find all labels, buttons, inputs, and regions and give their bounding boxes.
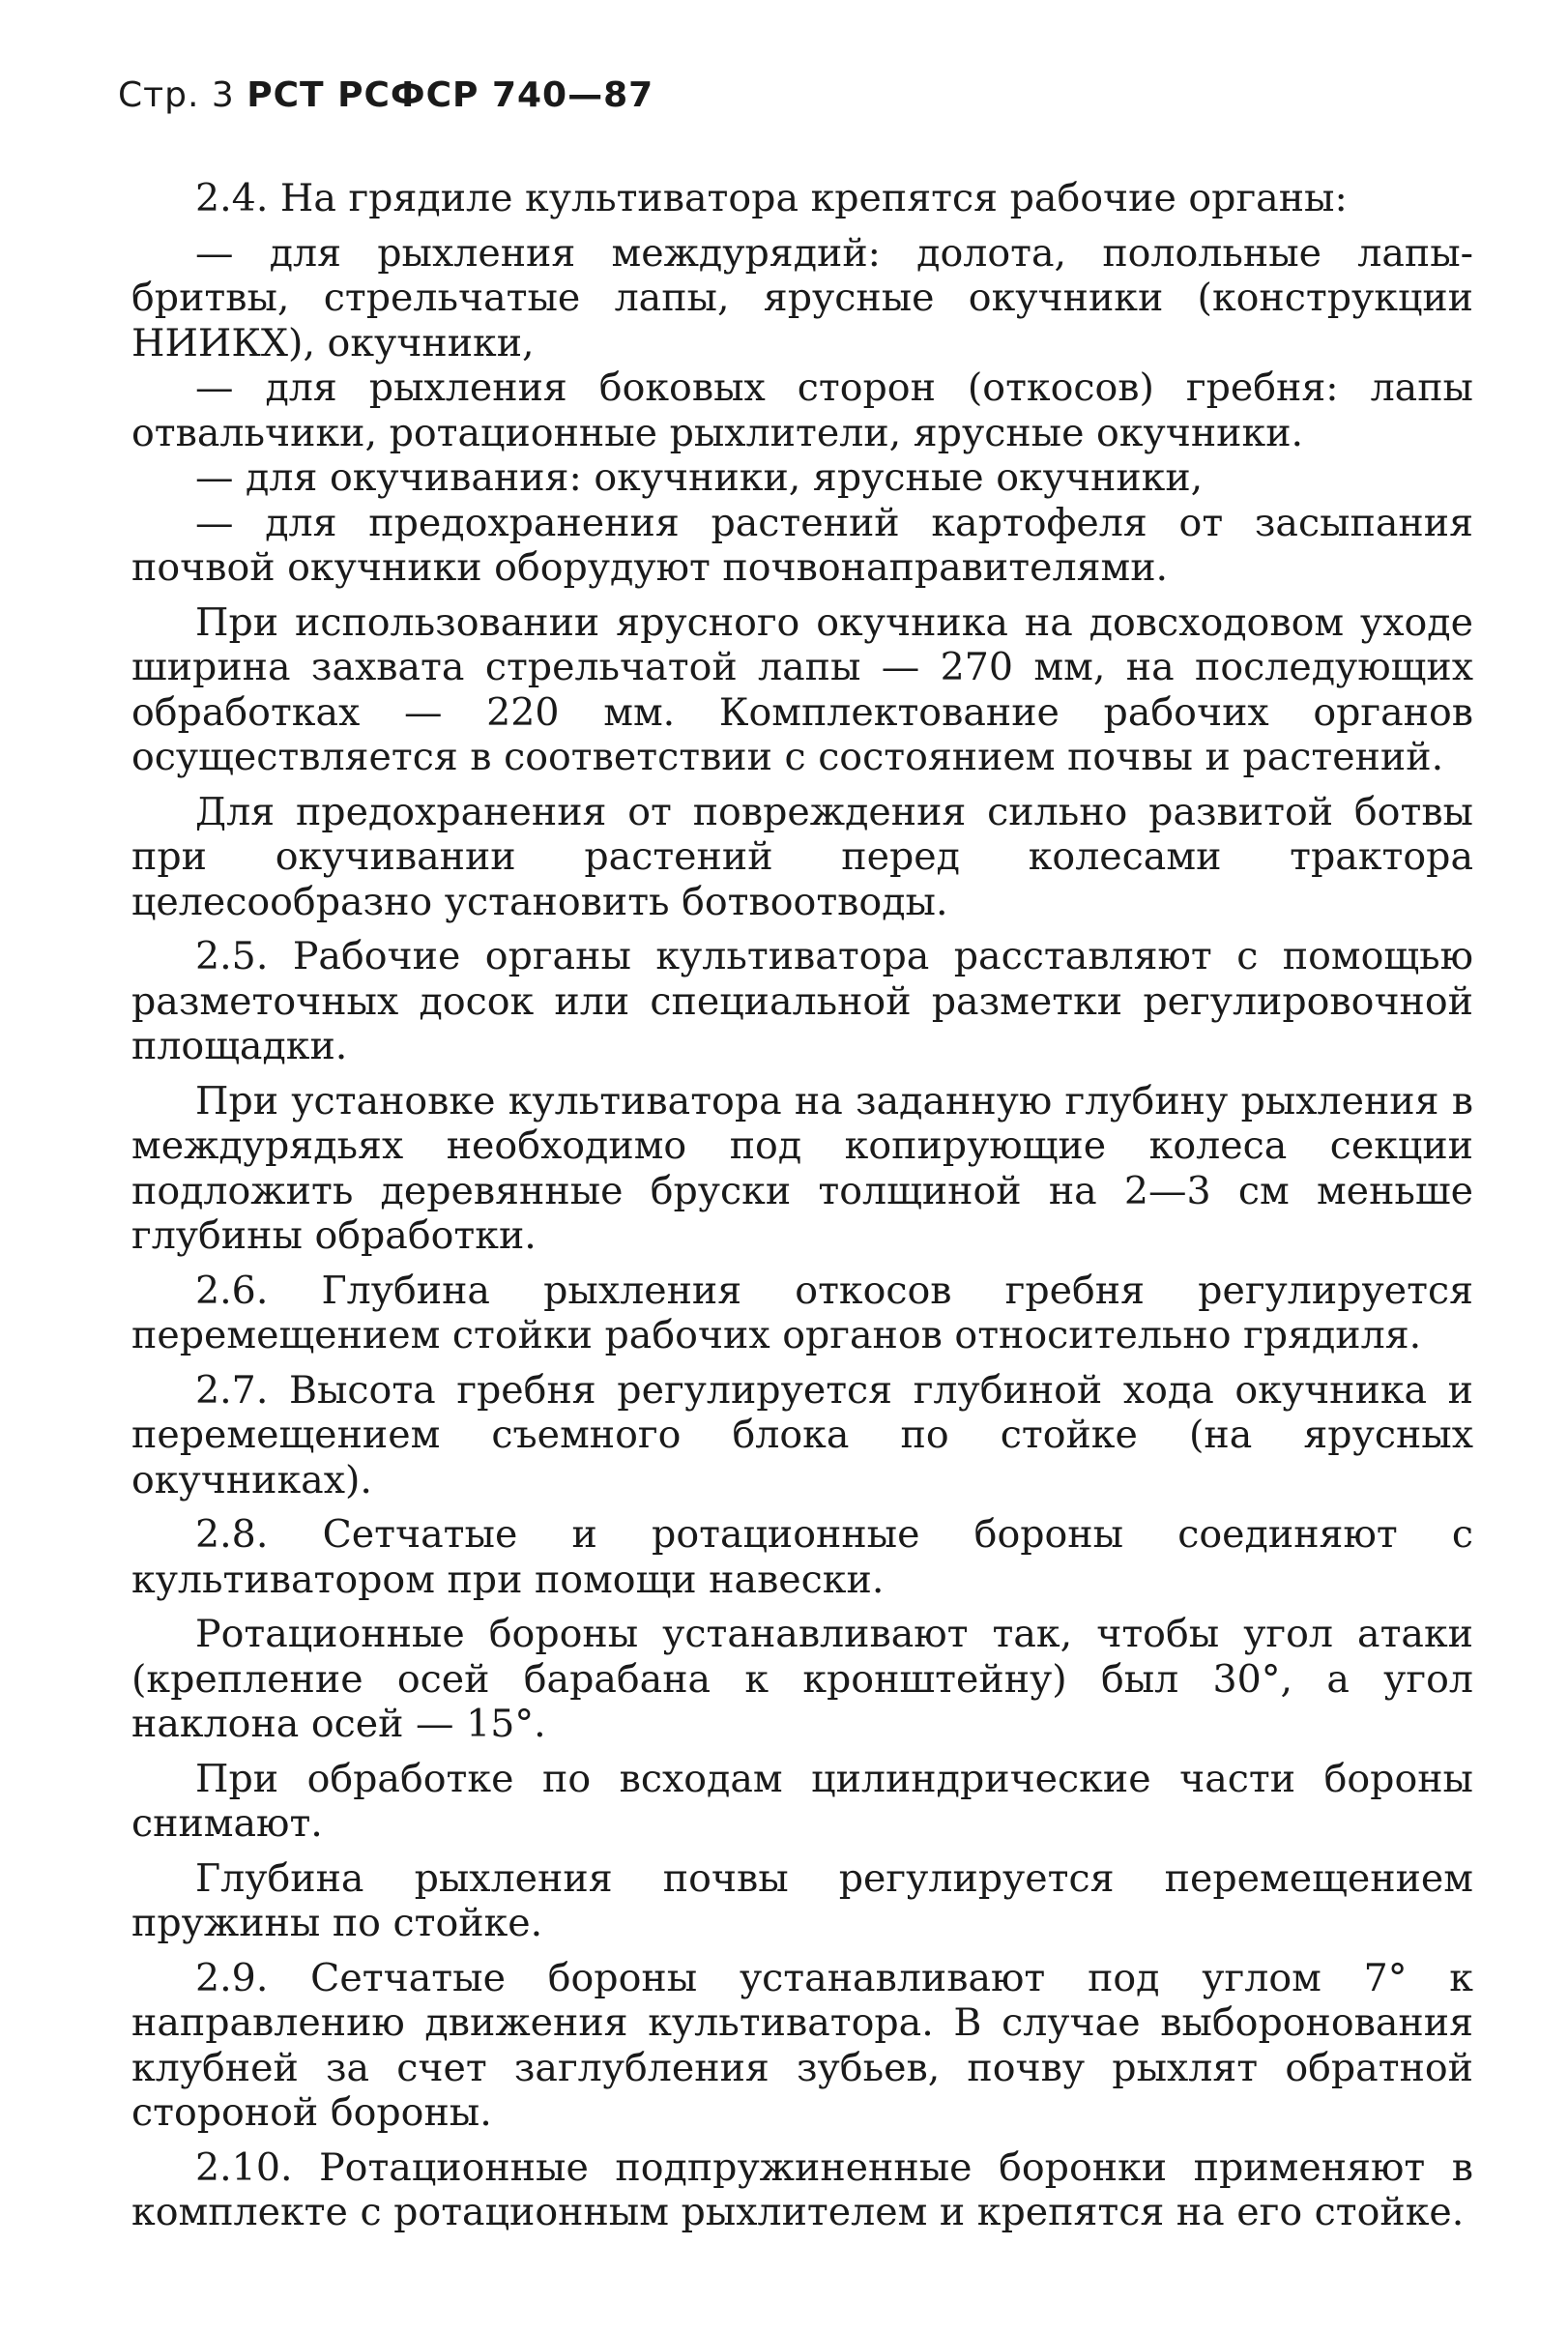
paragraph-spring-depth: Глубина рыхления почвы регулируется перемещением пружины по стойке.: [131, 1855, 1473, 1945]
paragraph-2-4: 2.4. На грядиле культиватора крепятся рабочие органы:: [195, 176, 1348, 220]
paragraph-2-6: 2.6. Глубина рыхления откосов гребня регулируется перемещением стойки рабочих органов относительно грядиля.: [131, 1268, 1473, 1357]
paragraph-tiered-hiller: При использовании ярусного окучника на довсходовом уходе ширина захвата стрельчатой лапы — 270 мм, на последующих обработках — 220 мм. Комплектование рабочих органов осуществляется в соответствии с состоянием почвы и растений.: [131, 599, 1473, 779]
standard-number: РСТ РСФСР 740—87: [247, 75, 654, 115]
paragraph-2-8: 2.8. Сетчатые и ротационные бороны соединяют с культиватором при помощи навески.: [131, 1512, 1473, 1602]
list-item-protection: — для предохранения растений картофеля от засыпания почвой окучники оборудуют почвонаправителями.: [131, 500, 1473, 590]
list-item-slopes: — для рыхления боковых сторон (откосов) гребня: лапы отвальчики, ротационные рыхлители, ярусные окучники.: [131, 365, 1473, 455]
paragraph-haulm-protection: Для предохранения от повреждения сильно развитой ботвы при окучивании растений перед колесами трактора целесообразно установить ботвоотводы.: [131, 789, 1473, 924]
paragraph-rotary-harrows: Ротационные бороны устанавливают так, чтобы угол атаки (крепление осей барабана к кронштейну) был 30°, а угол наклона осей — 15°.: [131, 1612, 1473, 1746]
page-header: [118, 75, 653, 115]
paragraph-2-5: 2.5. Рабочие органы культиватора расставляют с помощью разметочных досок или специальной разметки регулировочной площадки.: [131, 934, 1473, 1068]
paragraph-2-10: 2.10. Ротационные подпружиненные боронки применяют в комплекте с ротационным рыхлителем и крепятся на его стойке.: [131, 2144, 1473, 2234]
paragraph-2-7: 2.7. Высота гребня регулируется глубиной хода окучника и перемещением съемного блока по стойке (на ярусных окучниках).: [131, 1367, 1473, 1502]
document-body: [131, 176, 1473, 2245]
list-item-interrow: — для рыхления междурядий: долота, полольные лапы-бритвы, стрельчатые лапы, ярусные окучники (конструкции НИИКХ), окучники,: [131, 230, 1473, 365]
paragraph-shoots: При обработке по всходам цилиндрические части бороны снимают.: [131, 1756, 1473, 1846]
paragraph-2-9: 2.9. Сетчатые бороны устанавливают под углом 7° к направлению движения культиватора. В случае выборонования клубней за счет заглубления зубьев, почву рыхлят обратной стороной бороны.: [131, 1955, 1473, 2135]
page-number: Стр. 3: [118, 75, 235, 115]
paragraph-depth-setting: При установке культиватора на заданную глубину рыхления в междурядьях необходимо под копирующие колеса секции подложить деревянные бруски толщиной на 2—3 см меньше глубины обработки.: [131, 1078, 1473, 1258]
list-item-hilling: — для окучивания: окучники, ярусные окучники,: [195, 455, 1204, 500]
